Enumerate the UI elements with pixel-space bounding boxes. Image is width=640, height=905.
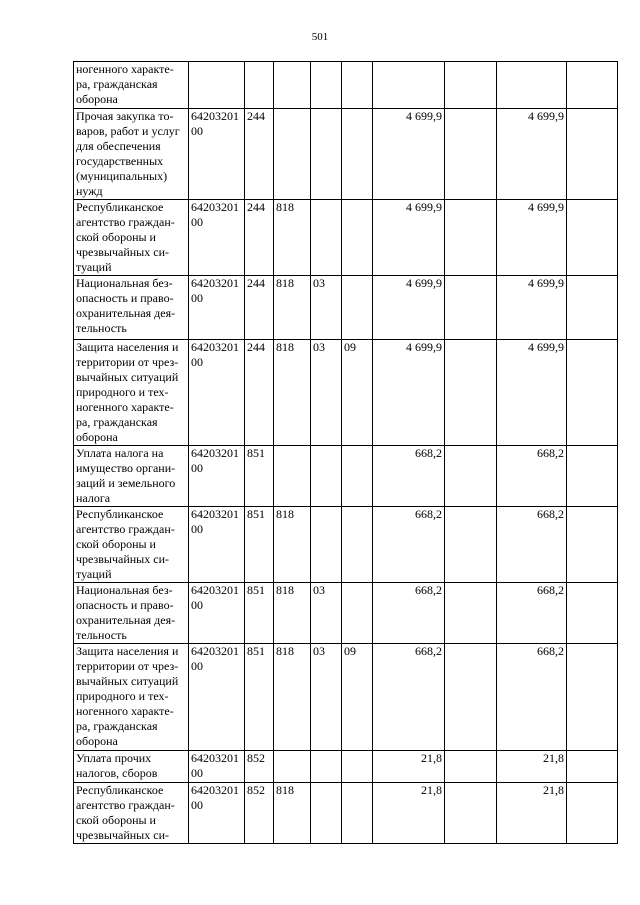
amount-cell: 4 699,9 [373,340,445,446]
amount-empty-cell [445,62,497,109]
subsection-code-cell [342,751,373,783]
budget-table-body [74,62,618,844]
subsection-code-cell [342,276,373,340]
amount-total-cell: 668,2 [497,446,567,507]
target-article-code-cell: 64203201 00 [189,200,245,276]
table-row [74,62,618,109]
section-code-cell [311,109,342,200]
amount-extra-cell [567,109,618,200]
expense-name-cell: ногенного характе- ра, гражданская оборона [74,62,189,109]
amount-empty-cell [445,200,497,276]
expense-type-code-cell: 244 [245,200,274,276]
subsection-code-cell [342,200,373,276]
expense-type-code-cell: 244 [245,340,274,446]
subsection-code-cell [342,583,373,644]
amount-cell: 4 699,9 [373,276,445,340]
amount-total-cell: 21,8 [497,751,567,783]
amount-cell: 668,2 [373,446,445,507]
subsection-code-cell [342,109,373,200]
subsection-code-cell [342,446,373,507]
amount-empty-cell [445,644,497,751]
amount-extra-cell [567,276,618,340]
table-row [74,583,618,644]
table-row [74,783,618,844]
expense-name-cell: Республиканское агентство граждан- ской обороны и чрезвычайных си- [74,783,189,844]
amount-empty-cell [445,507,497,583]
amount-cell: 668,2 [373,507,445,583]
target-article-code-cell [189,62,245,109]
amount-extra-cell [567,507,618,583]
amount-total-cell: 21,8 [497,783,567,844]
amount-cell: 668,2 [373,583,445,644]
amount-cell: 668,2 [373,644,445,751]
table-row [74,751,618,783]
target-article-code-cell: 64203201 00 [189,340,245,446]
table-row [74,644,618,751]
ministry-code-cell [274,109,311,200]
target-article-code-cell: 64203201 00 [189,644,245,751]
expense-name-cell: Национальная без- опасность и право- охранительная дея- тельность [74,583,189,644]
amount-empty-cell [445,583,497,644]
expense-name-cell: Защита населения и территории от чрез- вычайных ситуаций природного и тех- ногенного характе- ра, гражданская оборона [74,644,189,751]
amount-extra-cell [567,751,618,783]
expense-name-cell: Прочая закупка то- варов, работ и услуг для обеспечения государственных (муниципальных) нужд [74,109,189,200]
expense-type-code-cell: 852 [245,751,274,783]
target-article-code-cell: 64203201 00 [189,276,245,340]
expense-name-cell: Республиканское агентство граждан- ской обороны и чрезвычайных си- туаций [74,507,189,583]
expense-type-code-cell: 851 [245,583,274,644]
ministry-code-cell: 818 [274,507,311,583]
table-row [74,276,618,340]
expense-type-code-cell: 244 [245,109,274,200]
table-row [74,200,618,276]
target-article-code-cell: 64203201 00 [189,109,245,200]
amount-empty-cell [445,751,497,783]
amount-total-cell: 4 699,9 [497,340,567,446]
expense-type-code-cell: 244 [245,276,274,340]
subsection-code-cell [342,507,373,583]
expense-name-cell: Уплата налога на имущество органи- заций и земельного налога [74,446,189,507]
expense-type-code-cell: 851 [245,446,274,507]
subsection-code-cell: 09 [342,644,373,751]
section-code-cell [311,751,342,783]
page-number: 501 [311,31,329,43]
amount-empty-cell [445,276,497,340]
expense-type-code-cell: 851 [245,644,274,751]
subsection-code-cell: 09 [342,340,373,446]
table-row [74,507,618,583]
ministry-code-cell: 818 [274,276,311,340]
target-article-code-cell: 64203201 00 [189,583,245,644]
amount-extra-cell [567,783,618,844]
expense-type-code-cell: 851 [245,507,274,583]
section-code-cell: 03 [311,583,342,644]
amount-extra-cell [567,340,618,446]
ministry-code-cell [274,62,311,109]
amount-cell [373,62,445,109]
target-article-code-cell: 64203201 00 [189,751,245,783]
amount-empty-cell [445,446,497,507]
amount-total-cell: 668,2 [497,583,567,644]
amount-cell: 21,8 [373,783,445,844]
section-code-cell [311,783,342,844]
amount-extra-cell [567,644,618,751]
amount-empty-cell [445,109,497,200]
section-code-cell [311,62,342,109]
ministry-code-cell [274,446,311,507]
amount-total-cell: 4 699,9 [497,276,567,340]
ministry-code-cell: 818 [274,340,311,446]
expense-name-cell: Защита населения и территории от чрез- вычайных ситуаций природного и тех- ногенного характе- ра, гражданская оборона [74,340,189,446]
subsection-code-cell [342,62,373,109]
amount-total-cell: 4 699,9 [497,109,567,200]
table-row [74,340,618,446]
ministry-code-cell: 818 [274,200,311,276]
ministry-code-cell: 818 [274,783,311,844]
table-row [74,446,618,507]
expense-name-cell: Национальная без- опасность и право- охранительная дея- тельность [74,276,189,340]
amount-total-cell: 668,2 [497,507,567,583]
amount-empty-cell [445,783,497,844]
target-article-code-cell: 64203201 00 [189,783,245,844]
amount-empty-cell [445,340,497,446]
target-article-code-cell: 64203201 00 [189,446,245,507]
target-article-code-cell: 64203201 00 [189,507,245,583]
amount-extra-cell [567,200,618,276]
amount-total-cell: 4 699,9 [497,200,567,276]
budget-table [73,61,618,844]
section-code-cell [311,200,342,276]
ministry-code-cell: 818 [274,644,311,751]
expense-name-cell: Уплата прочих налогов, сборов [74,751,189,783]
ministry-code-cell: 818 [274,583,311,644]
amount-cell: 4 699,9 [373,109,445,200]
amount-cell: 4 699,9 [373,200,445,276]
amount-extra-cell [567,446,618,507]
ministry-code-cell [274,751,311,783]
amount-extra-cell [567,62,618,109]
section-code-cell: 03 [311,276,342,340]
expense-type-code-cell: 852 [245,783,274,844]
amount-cell: 21,8 [373,751,445,783]
section-code-cell: 03 [311,340,342,446]
amount-total-cell: 668,2 [497,644,567,751]
amount-total-cell [497,62,567,109]
expense-name-cell: Республиканское агентство граждан- ской обороны и чрезвычайных си- туаций [74,200,189,276]
table-row [74,109,618,200]
subsection-code-cell [342,783,373,844]
amount-extra-cell [567,583,618,644]
expense-type-code-cell [245,62,274,109]
section-code-cell [311,446,342,507]
section-code-cell [311,507,342,583]
section-code-cell: 03 [311,644,342,751]
